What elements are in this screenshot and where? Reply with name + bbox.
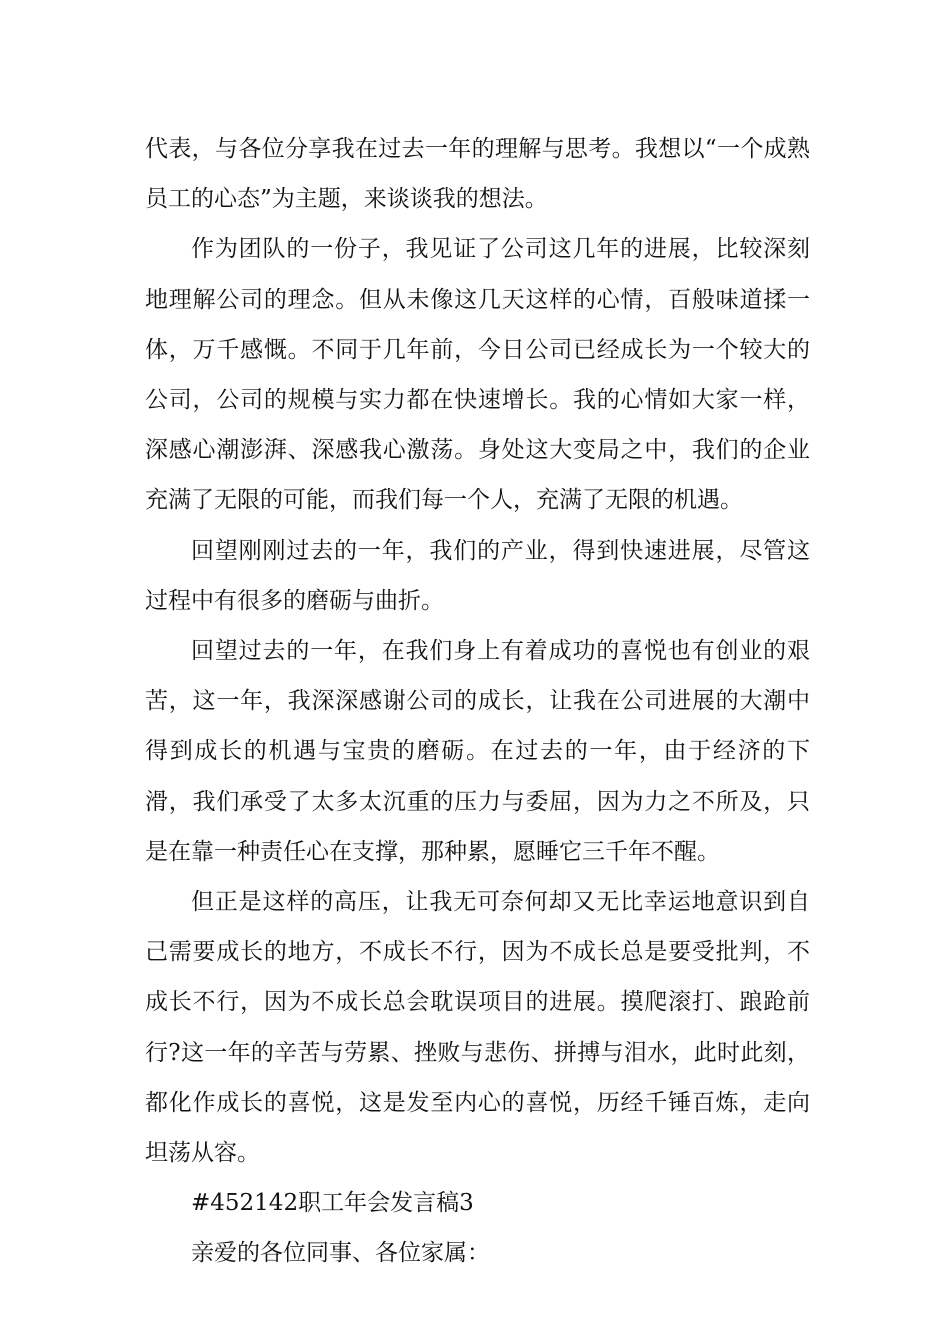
paragraph-look-back: 回望刚刚过去的一年，我们的产业，得到快速进展，尽管这过程中有很多的磨砺与曲折。 (145, 537, 810, 614)
document-body (145, 124, 810, 1279)
paragraph-team-member: 作为团队的一份子，我见证了公司这几年的进展，比较深刻地理解公司的理念。但从未像这几天这样的心情，百般味道揉一体，万千感慨。不同于几年前，今日公司已经成长为一个较大的公司，公司的规模与实力都在快速增长。我的心情如大家一样，深感心潮澎湃、深感我心激荡。身处这大变局之中，我们的企业充满了无限的可能，而我们每一个人，充满了无限的机遇。 (145, 236, 810, 514)
section-heading: #452142职工年会发言稿3 (191, 1190, 474, 1217)
paragraph-past-year: 回望过去的一年，在我们身上有着成功的喜悦也有创业的艰苦，这一年，我深深感谢公司的成长，让我在公司进展的大潮中得到成长的机遇与宝贵的磨砺。在过去的一年，由于经济的下滑，我们承受了太多太沉重的压力与委屈，因为力之不所及，只是在靠一种责任心在支撑，那种累，愿睡它三千年不醒。 (145, 638, 810, 865)
salutation: 亲爱的各位同事、各位家属： (191, 1240, 490, 1267)
paragraph-intro-continuation: 代表，与各位分享我在过去一年的理解与思考。我想以“一个成熟员工的心态”为主题，来谈谈我的想法。 (145, 136, 810, 213)
paragraph-pressure-growth: 但正是这样的高压，让我无可奈何却又无比幸运地意识到自己需要成长的地方，不成长不行，因为不成长总是要受批判，不成长不行，因为不成长总会耽误项目的进展。摸爬滚打、踉跄前行?这一年的辛苦与劳累、挫败与悲伤、拼搏与泪水，此时此刻，都化作成长的喜悦，这是发至内心的喜悦，历经千锤百炼，走向坦荡从容。 (145, 889, 810, 1167)
